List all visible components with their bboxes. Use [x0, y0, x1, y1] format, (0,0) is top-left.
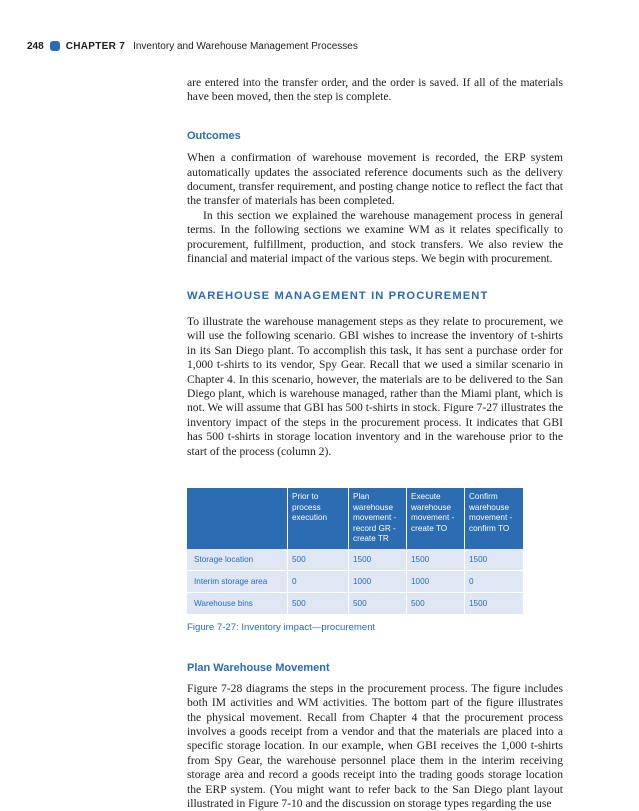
chapter-label: CHAPTER 7 [65, 40, 126, 52]
table-cell: 1000 [407, 571, 465, 593]
table-row [187, 593, 524, 615]
table-row [187, 571, 524, 593]
intro-paragraph: are entered into the transfer order, and the order is saved. If all of the materials have been moved, then the step is complete. [187, 76, 563, 104]
page-number: 248 [27, 40, 44, 52]
page-body [187, 76, 563, 811]
table-cell: 0 [288, 571, 349, 593]
table-cell: 500 [349, 593, 407, 615]
chapter-title: Inventory and Warehouse Management Processes [133, 40, 358, 52]
row-label: Storage location [187, 549, 288, 571]
wm-procurement-paragraph: To illustrate the warehouse management steps as they relate to procurement, we will use the following scenario. GBI wishes to increase the inventory of t-shirts in its San Diego plant. To accomplish this task, it has sent a purchase order for 1,000 t-shirts to its vendor, Spy Gear. Recall that we used a similar scenario in Chapter 4. In this scenario, however, the materials are to be delivered to the San Diego plant, which is warehouse managed, rather than the Miami plant, which is not. We will assume that GBI has 500 t-shirts in stock. Figure 7-27 illustrates the inventory impact of the steps in the procurement process. It indicates that GBI has 500 t-shirts in storage location inventory and in the warehouse prior to the start of the process (column 2). [187, 314, 563, 458]
table-cell: 0 [465, 571, 524, 593]
row-label: Warehouse bins [187, 593, 288, 615]
table-cell: 1500 [349, 549, 407, 571]
inventory-impact-table [187, 488, 524, 615]
column-header: Confirm warehouse movement - confirm TO [465, 488, 524, 549]
table-cell: 500 [288, 549, 349, 571]
table-row [187, 549, 524, 571]
table-cell: 1000 [349, 571, 407, 593]
outcomes-paragraph-2: In this section we explained the warehouse management process in general terms. In the following sections we examine WM as it relates specifically to procurement, fulfillment, production, and stock transfers. We also review the financial and material impact of the various steps. We begin with procurement. [187, 208, 563, 266]
row-label: Interim storage area [187, 571, 288, 593]
column-header: Plan warehouse movement - record GR - create TR [349, 488, 407, 549]
table-cell: 1500 [465, 549, 524, 571]
figure-caption: Figure 7-27: Inventory impact—procurement [187, 621, 376, 633]
table-cell: 1500 [465, 593, 524, 615]
plan-movement-paragraph: Figure 7-28 diagrams the steps in the procurement process. The figure includes both IM activities and WM activities. The bottom part of the figure illustrates the physical movement. Recall from Chapter 4 that the procurement process involves a goods receipt from a vendor and that the materials are placed into a specific storage location. In our example, when GBI receives the 1,000 t-shirts from Spy Gear, the warehouse personnel place them in the interim receiving storage area and record a goods receipt into the trading goods storage location the ERP system. (You might want to refer back to the San Diego plant layout illustrated in Figure 7-10 and the discussion on storage types regarding the use [187, 681, 563, 810]
table-corner-cell [187, 488, 288, 549]
table-cell: 500 [407, 593, 465, 615]
table-cell: 500 [288, 593, 349, 615]
column-header: Prior to process execution [288, 488, 349, 549]
column-header: Execute warehouse movement - create TO [407, 488, 465, 549]
running-header [27, 39, 358, 53]
table-header-row [187, 488, 524, 549]
outcomes-heading: Outcomes [187, 129, 241, 142]
outcomes-paragraph-1: When a confirmation of warehouse movement is recorded, the ERP system automatically updates the associated reference documents such as the delivery document, transfer requirement, and posting change notice to reflect the fact that the transfer of materials has been completed. [187, 151, 563, 208]
header-square-icon [50, 41, 60, 51]
plan-movement-heading: Plan Warehouse Movement [187, 662, 330, 675]
table-cell: 1500 [407, 549, 465, 571]
wm-procurement-heading: WAREHOUSE MANAGEMENT IN PROCUREMENT [187, 290, 489, 303]
